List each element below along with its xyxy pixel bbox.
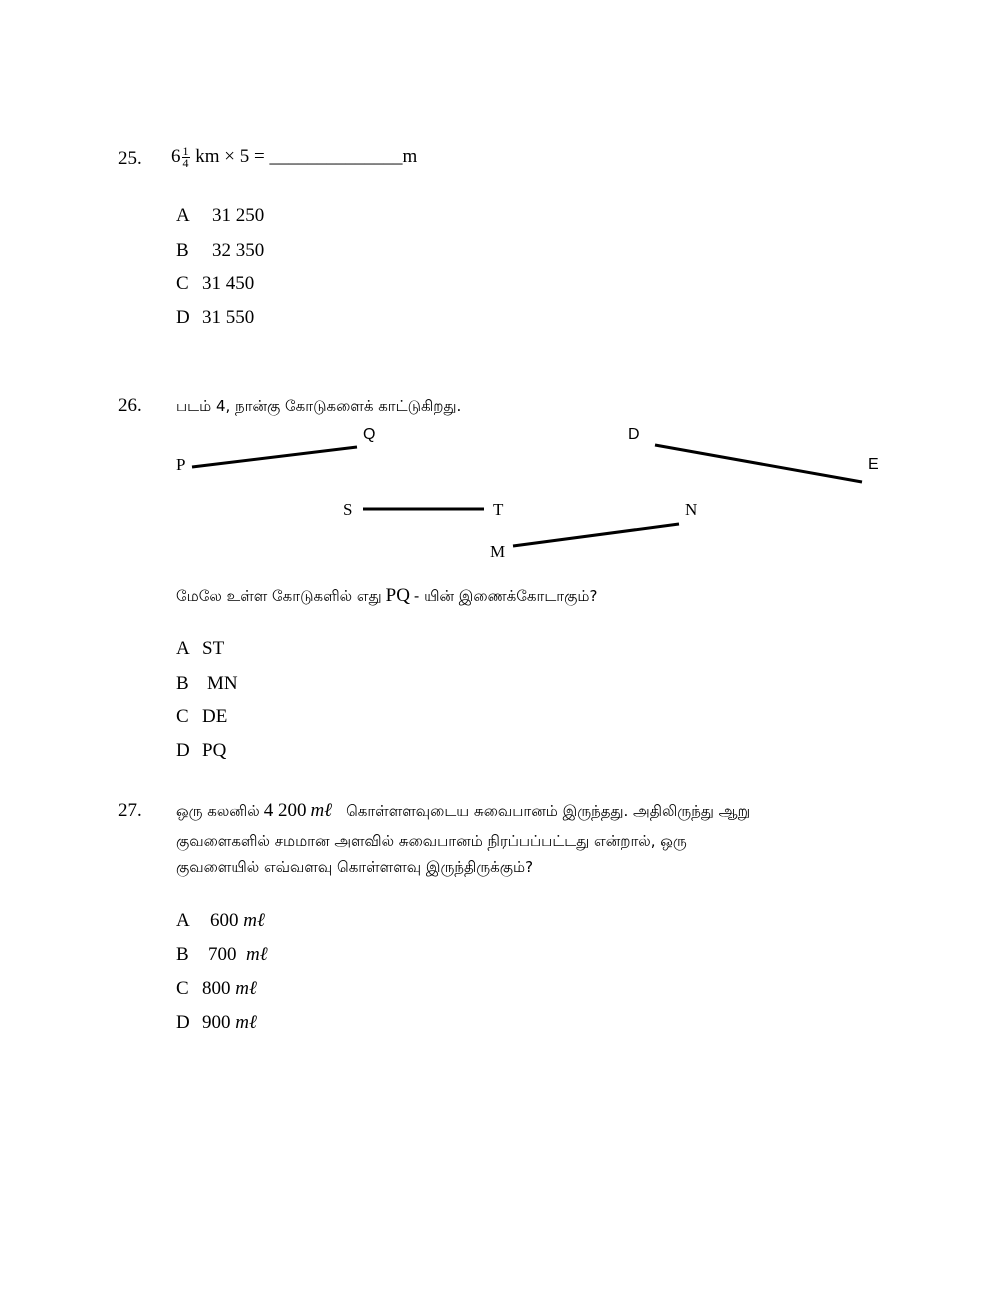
q26-question-pre: மேலே உள்ள கோடுகளில் எது: [176, 587, 382, 605]
point-label-q: Q: [363, 426, 376, 443]
q27-option-d[interactable]: [176, 1012, 257, 1034]
q27-option-letter: C: [176, 978, 189, 999]
line-pq: [192, 447, 357, 467]
q25-option-value: 32 350: [212, 240, 265, 261]
q25-option-value: 31 450: [202, 273, 255, 294]
q25-number: 25.: [118, 148, 142, 169]
q26-question-mid: PQ: [385, 585, 410, 606]
q26-question-post: - யின் இணைக்கோடாகும்?: [413, 587, 598, 605]
q27-option-a[interactable]: [176, 910, 265, 932]
q27-option-letter: D: [176, 1012, 190, 1033]
q27-option-value: 700: [208, 944, 237, 965]
point-label-p: P: [176, 455, 186, 474]
q27-option-unit: mℓ: [243, 910, 265, 931]
point-label-m: M: [490, 542, 506, 561]
q26-question: [176, 585, 597, 607]
q26-option-c[interactable]: [176, 706, 227, 728]
q26-option-letter: A: [176, 638, 190, 659]
q27-line1-post: கொள்ளளவுடைய சுவைபானம் இருந்தது. அதிலிருந்து ஆறு: [346, 802, 751, 820]
point-label-n: N: [685, 500, 698, 519]
q25-option-value: 31 550: [202, 307, 255, 328]
q25-option-value: 31 250: [212, 205, 265, 226]
q25-option-letter: D: [176, 307, 190, 328]
q27-line-1: [176, 800, 750, 822]
q27-line1-qty: 4 200: [263, 800, 307, 821]
q27-line-3: குவளையில் எவ்வளவு கொள்ளளவு இருந்திருக்கும்?: [176, 858, 534, 876]
q27-line-2: குவளைகளில் சமமான அளவில் சுவைபானம் நிரப்பப்பட்டது என்றால், ஒரு: [176, 832, 687, 850]
q27-option-value: 600: [210, 910, 239, 931]
q27-option-b[interactable]: [176, 944, 268, 966]
q27-option-c[interactable]: [176, 978, 257, 1000]
q25-whole: 6: [171, 146, 181, 167]
q25-option-letter: B: [176, 240, 189, 261]
point-label-s: S: [343, 500, 353, 519]
q26-option-value: DE: [202, 706, 228, 727]
q27-line1-pre: ஒரு கலனில்: [176, 802, 260, 820]
line-mn: [513, 524, 679, 546]
q25-fraction: $\frac{1}{4}$: [182, 144, 189, 171]
q26-option-letter: B: [176, 673, 189, 694]
q27-line1-unit: mℓ: [310, 800, 333, 821]
q26-option-letter: D: [176, 740, 190, 761]
q26-option-value: PQ: [202, 740, 227, 761]
line-de: [655, 445, 862, 482]
point-label-d: D: [628, 426, 640, 443]
q27-option-value: 800: [202, 978, 231, 999]
point-label-e: E: [868, 456, 879, 473]
q26-option-a[interactable]: [176, 638, 224, 660]
q26-option-value: ST: [202, 638, 225, 659]
q27-option-unit: mℓ: [246, 944, 268, 965]
q25-option-letter: A: [176, 205, 190, 226]
q27-option-value: 900: [202, 1012, 231, 1033]
q27-number: 27.: [118, 800, 142, 821]
q26-option-letter: C: [176, 706, 189, 727]
q26-option-value: MN: [207, 673, 238, 694]
q26-option-d[interactable]: [176, 740, 226, 762]
q25-option-letter: C: [176, 273, 189, 294]
q25-expression-rest: km × 5 = ______________m: [195, 146, 418, 167]
q27-option-unit: mℓ: [235, 1012, 257, 1033]
q27-option-unit: mℓ: [235, 978, 257, 999]
q26-option-b[interactable]: [176, 673, 238, 695]
q27-option-letter: B: [176, 944, 189, 965]
point-label-t: T: [493, 500, 504, 519]
q26-number: 26.: [118, 395, 142, 416]
q26-prompt: படம் 4, நான்கு கோடுகளைக் காட்டுகிறது.: [176, 397, 462, 415]
q27-option-letter: A: [176, 910, 190, 931]
